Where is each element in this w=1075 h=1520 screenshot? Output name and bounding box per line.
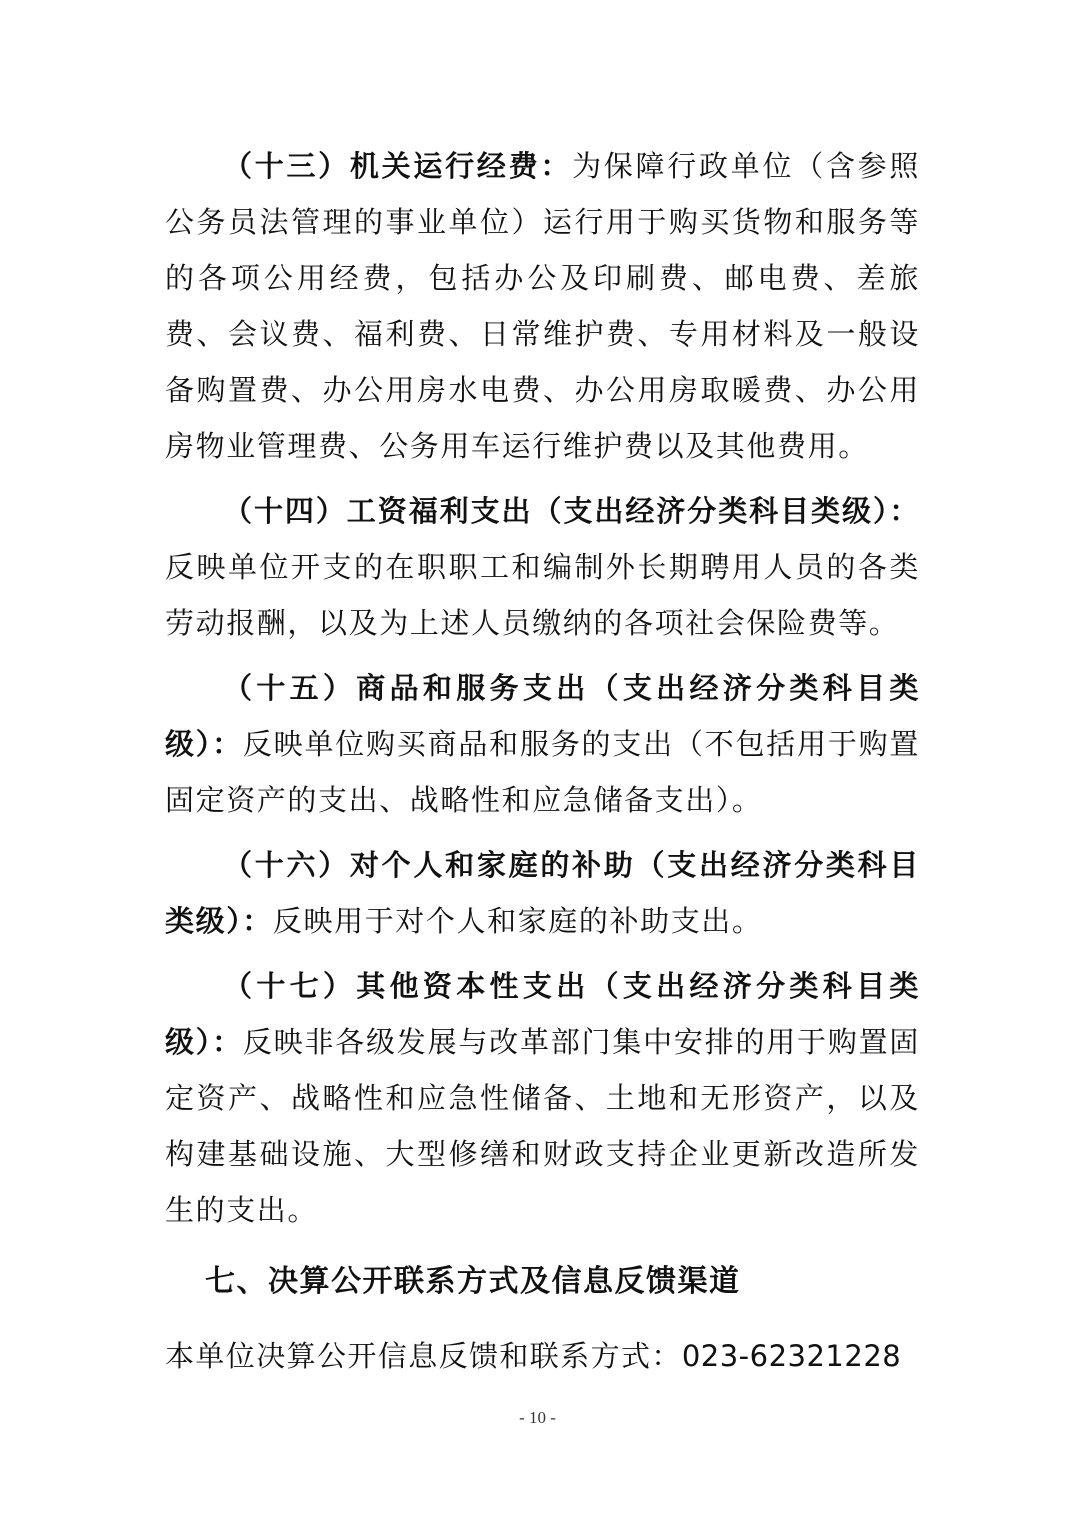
paragraph-lead: （十五）商品和服务支出（支出经济分类科目类级）： bbox=[165, 671, 920, 761]
paragraph-item-15 bbox=[165, 660, 920, 828]
paragraph-lead: （十七）其他资本性支出（支出经济分类科目类级）： bbox=[165, 969, 920, 1059]
page-number: - 10 - bbox=[519, 1408, 556, 1427]
paragraph-item-13 bbox=[165, 138, 920, 474]
contact-label: 本单位决算公开信息反馈和联系方式： bbox=[165, 1339, 682, 1373]
paragraph-lead: （十六）对个人和家庭的补助（支出经济分类科目类级）： bbox=[165, 848, 920, 938]
paragraph-text: 反映单位开支的在职职工和编制外长期聘用人员的各类劳动报酬，以及为上述人员缴纳的各项社会保险费等。 bbox=[165, 550, 920, 640]
paragraph-text: 为保障行政单位（含参照公务员法管理的事业单位）运行用于购买货物和服务等的各项公用经费，包括办公及印刷费、邮电费、差旅费、会议费、福利费、日常维护费、专用材料及一般设备购置费、办公用房水电费、办公用房取暖费、办公用房物业管理费、公务用车运行维护费以及其他费用。 bbox=[165, 149, 920, 463]
paragraph-item-17 bbox=[165, 958, 920, 1238]
contact-line bbox=[165, 1328, 920, 1384]
section-heading: 七、决算公开联系方式及信息反馈渠道 bbox=[205, 1264, 741, 1299]
contact-phone: 023-62321228 bbox=[681, 1339, 902, 1373]
paragraph-text: 反映单位购买商品和服务的支出（不包括用于购置固定资产的支出、战略性和应急储备支出）。 bbox=[165, 727, 920, 817]
paragraph-text: 反映非各级发展与改革部门集中安排的用于购置固定资产、战略性和应急性储备、土地和无形资产，以及构建基础设施、大型修缮和财政支持企业更新改造所发生的支出。 bbox=[165, 1025, 920, 1227]
paragraph-lead: （十四）工资福利支出（支出经济分类科目类级）： bbox=[223, 494, 920, 528]
document-body bbox=[165, 138, 920, 1384]
paragraph-text: 反映用于对个人和家庭的补助支出。 bbox=[272, 904, 763, 938]
paragraph-lead: （十三）机关运行经费： bbox=[223, 149, 573, 183]
paragraph-item-16 bbox=[165, 837, 920, 949]
paragraph-item-14 bbox=[165, 483, 920, 651]
